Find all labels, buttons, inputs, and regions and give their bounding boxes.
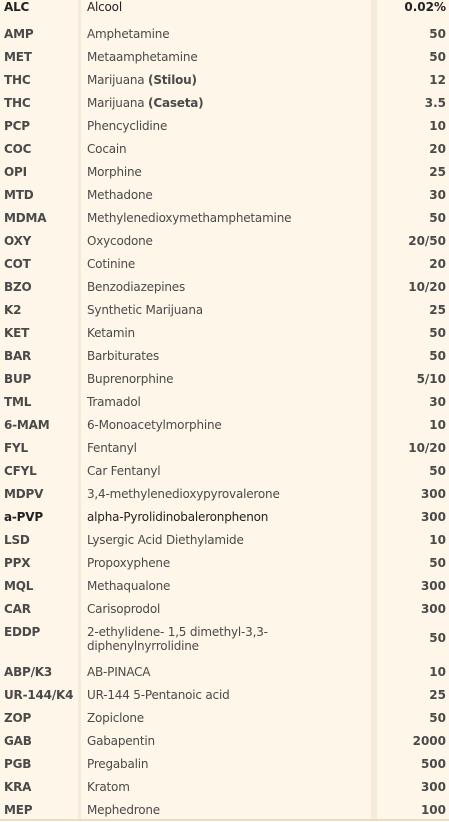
drug-name — [87, 625, 369, 653]
drug-code: EDDP — [4, 625, 41, 639]
table-row — [0, 506, 449, 529]
drug-code: MET — [4, 50, 32, 64]
drug-code: MTD — [4, 188, 34, 202]
drug-code: AMP — [4, 27, 34, 41]
table-row — [0, 184, 449, 207]
drug-code: PGB — [4, 757, 32, 771]
drug-name — [87, 418, 369, 432]
table-row — [0, 707, 449, 730]
drug-name-qualifier: (Stilou) — [148, 73, 197, 87]
drug-name-text: Metaamphetamine — [87, 50, 198, 64]
drug-code: PPX — [4, 556, 31, 570]
table-row — [0, 207, 449, 230]
drug-name-text: Lysergic Acid Diethylamide — [87, 533, 244, 547]
drug-name — [87, 556, 369, 570]
drug-name — [87, 803, 369, 817]
drug-name-text: Car Fentanyl — [87, 464, 161, 478]
drug-name-text: Alcool — [87, 0, 122, 14]
table-row — [0, 552, 449, 575]
table-row — [0, 230, 449, 253]
drug-name-text: Fentanyl — [87, 441, 137, 455]
cutoff-value: 10 — [429, 418, 446, 432]
drug-code: GAB — [4, 734, 32, 748]
drug-name-text: Marijuana — [87, 73, 149, 87]
drug-code: UR-144/K4 — [4, 688, 74, 702]
drug-code: 6-MAM — [4, 418, 50, 432]
cutoff-value: 20 — [429, 257, 446, 271]
drug-code: TML — [4, 395, 32, 409]
table-row — [0, 753, 449, 776]
drug-name-text: Synthetic Marijuana — [87, 303, 203, 317]
table-row — [0, 253, 449, 276]
table-row — [0, 621, 449, 661]
cutoff-value: 500 — [420, 757, 446, 771]
drug-code: ALC — [4, 0, 30, 14]
cutoff-value: 50 — [429, 27, 446, 41]
table-row — [0, 776, 449, 799]
drug-name-text: Barbiturates — [87, 349, 160, 363]
table-row — [0, 138, 449, 161]
drug-name-qualifier: (Caseta) — [148, 96, 204, 110]
drug-name — [87, 142, 369, 156]
table-row — [0, 299, 449, 322]
cutoff-value: 100 — [420, 803, 446, 817]
cutoff-value: 50 — [429, 464, 446, 478]
drug-name — [87, 211, 369, 225]
cutoff-value: 0.02% — [404, 0, 446, 14]
drug-name-text: Oxycodone — [87, 234, 153, 248]
table-row — [0, 391, 449, 414]
drug-name-text: Buprenorphine — [87, 372, 174, 386]
drug-name — [87, 665, 369, 679]
drug-name-text: Methadone — [87, 188, 153, 202]
cutoff-value: 300 — [420, 510, 446, 524]
drug-name-text: Cocain — [87, 142, 127, 156]
drug-name-text: 3,4-methylenedioxypyrovalerone — [87, 487, 280, 501]
cutoff-value: 30 — [429, 188, 446, 202]
table-row — [0, 161, 449, 184]
drug-name — [87, 326, 369, 340]
cutoff-value: 12 — [429, 73, 446, 87]
drug-name-text: UR-144 5-Pentanoic acid — [87, 688, 230, 702]
cutoff-value: 10 — [429, 119, 446, 133]
drug-code: CAR — [4, 602, 31, 616]
drug-name-text: Amphetamine — [87, 27, 170, 41]
cutoff-value: 50 — [429, 556, 446, 570]
drug-name — [87, 510, 369, 524]
drug-name — [87, 579, 369, 593]
drug-name — [87, 0, 369, 14]
drug-code: PCP — [4, 119, 30, 133]
drug-name-text: Gabapentin — [87, 734, 155, 748]
drug-code: THC — [4, 73, 31, 87]
table-row — [0, 437, 449, 460]
drug-code: COT — [4, 257, 31, 271]
drug-name-text: 2-ethylidene- 1,5 dimethyl-3,3-diphenylnyrrolidine — [87, 625, 268, 653]
table-row — [0, 23, 449, 46]
drug-code: ABP/K3 — [4, 665, 53, 679]
cutoff-value: 10/20 — [408, 441, 446, 455]
drug-name-text: Methylenedioxymethamphetamine — [87, 211, 292, 225]
drug-code: CFYL — [4, 464, 37, 478]
drug-name-text: Mephedrone — [87, 803, 160, 817]
drug-name — [87, 533, 369, 547]
drug-code: KRA — [4, 780, 32, 794]
drug-name — [87, 441, 369, 455]
drug-code: OPI — [4, 165, 27, 179]
cutoff-value: 50 — [429, 50, 446, 64]
cutoff-value: 300 — [420, 579, 446, 593]
table-row — [0, 598, 449, 621]
cutoff-value: 10 — [429, 665, 446, 679]
drug-name-text: 6-Monoacetylmorphine — [87, 418, 222, 432]
cutoff-value: 30 — [429, 395, 446, 409]
drug-code: FYL — [4, 441, 28, 455]
table-row — [0, 368, 449, 391]
table-row — [0, 0, 449, 23]
table-row — [0, 575, 449, 598]
cutoff-value: 25 — [429, 165, 446, 179]
cutoff-value: 50 — [429, 631, 446, 645]
drug-name — [87, 234, 369, 248]
drug-name — [87, 688, 369, 702]
cutoff-value: 300 — [420, 487, 446, 501]
table-row — [0, 322, 449, 345]
cutoff-value: 50 — [429, 326, 446, 340]
table-row — [0, 46, 449, 69]
drug-name-text: Ketamin — [87, 326, 135, 340]
drug-name — [87, 119, 369, 133]
drug-name — [87, 487, 369, 501]
cutoff-value: 25 — [429, 303, 446, 317]
drug-name — [87, 188, 369, 202]
drug-name — [87, 395, 369, 409]
drug-name — [87, 303, 369, 317]
cutoff-value: 20/50 — [408, 234, 446, 248]
drug-code: K2 — [4, 303, 22, 317]
cutoff-value: 3.5 — [424, 96, 446, 110]
cutoff-value: 20 — [429, 142, 446, 156]
cutoff-value: 50 — [429, 211, 446, 225]
drug-name — [87, 780, 369, 794]
drug-name — [87, 165, 369, 179]
drug-name-text: Phencyclidine — [87, 119, 168, 133]
table-row — [0, 529, 449, 552]
drug-name — [87, 96, 369, 110]
drug-code: THC — [4, 96, 31, 110]
cutoff-value: 25 — [429, 688, 446, 702]
table-row — [0, 460, 449, 483]
drug-name-text: Tramadol — [87, 395, 141, 409]
table-row — [0, 684, 449, 707]
drug-name-text: Benzodiazepines — [87, 280, 186, 294]
drug-code: MEP — [4, 803, 33, 817]
table-row — [0, 276, 449, 299]
cutoff-value: 50 — [429, 349, 446, 363]
cutoff-value: 5/10 — [416, 372, 446, 386]
drug-code: MDMA — [4, 211, 47, 225]
drug-name-text: Zopiclone — [87, 711, 144, 725]
drug-name-text: AB-PINACA — [87, 665, 151, 679]
table-row — [0, 661, 449, 684]
cutoff-value: 10 — [429, 533, 446, 547]
drug-name — [87, 602, 369, 616]
cutoff-value: 10/20 — [408, 280, 446, 294]
drug-name — [87, 73, 369, 87]
cutoff-value: 50 — [429, 711, 446, 725]
table-row — [0, 414, 449, 437]
drug-name — [87, 464, 369, 478]
drug-name-text: Cotinine — [87, 257, 136, 271]
drug-code: ZOP — [4, 711, 32, 725]
cutoff-value: 300 — [420, 780, 446, 794]
table-row — [0, 730, 449, 753]
drug-code: KET — [4, 326, 30, 340]
drug-code: BAR — [4, 349, 32, 363]
drug-name-text: Morphine — [87, 165, 142, 179]
table-row — [0, 69, 449, 92]
drug-name — [87, 372, 369, 386]
drug-code: LSD — [4, 533, 30, 547]
drug-code: COC — [4, 142, 32, 156]
drug-code: a-PVP — [4, 510, 43, 524]
drug-code: BZO — [4, 280, 32, 294]
cutoff-value: 300 — [420, 602, 446, 616]
drug-name — [87, 257, 369, 271]
drug-name-text: alpha-Pyrolidinobaleronphenon — [87, 510, 269, 524]
cutoff-value: 2000 — [412, 734, 446, 748]
drug-code: MDPV — [4, 487, 44, 501]
drug-code: OXY — [4, 234, 32, 248]
drug-code: BUP — [4, 372, 32, 386]
drug-name-text: Marijuana — [87, 96, 149, 110]
drug-code: MQL — [4, 579, 34, 593]
drug-name — [87, 280, 369, 294]
table-row — [0, 92, 449, 115]
drug-name — [87, 734, 369, 748]
drug-name — [87, 757, 369, 771]
drug-name-text: Propoxyphene — [87, 556, 171, 570]
table-row — [0, 115, 449, 138]
table-row — [0, 345, 449, 368]
drug-name — [87, 349, 369, 363]
drug-name — [87, 27, 369, 41]
drug-name-text: Carisoprodol — [87, 602, 161, 616]
drug-name-text: Kratom — [87, 780, 130, 794]
table-row — [0, 483, 449, 506]
drug-name-text: Methaqualone — [87, 579, 171, 593]
drug-name — [87, 50, 369, 64]
drug-name — [87, 711, 369, 725]
drug-name-text: Pregabalin — [87, 757, 149, 771]
